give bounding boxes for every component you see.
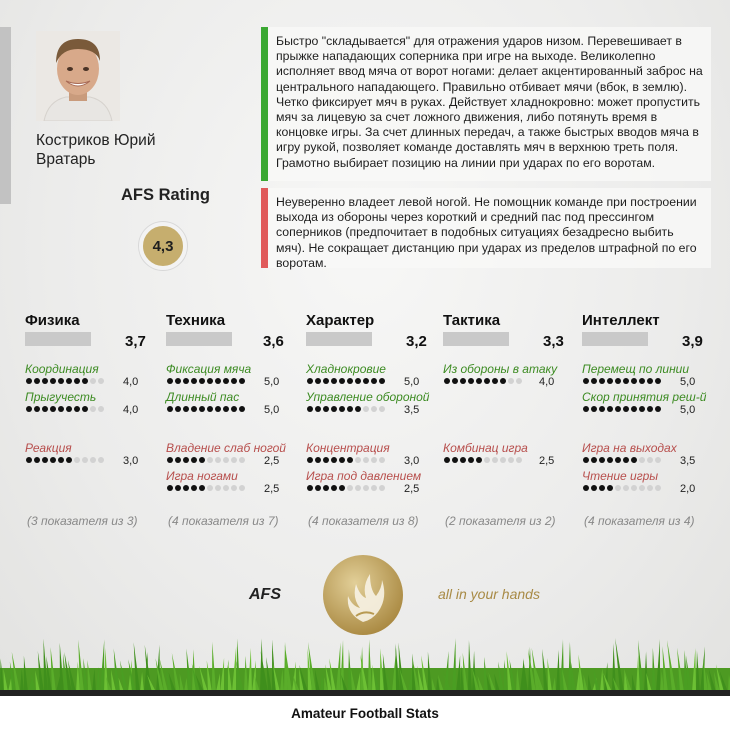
attribute-value: 3,5 <box>404 404 420 416</box>
rating-dot <box>347 457 353 463</box>
attribute-dots <box>307 485 385 493</box>
rating-dot <box>331 406 337 412</box>
rating-dot <box>371 378 377 384</box>
rating-dot <box>82 457 88 463</box>
attribute-value: 4,0 <box>123 404 139 416</box>
rating-dot <box>74 406 80 412</box>
rating-dot <box>42 378 48 384</box>
rating-dot <box>323 378 329 384</box>
rating-dot <box>599 457 605 463</box>
rating-dot <box>34 457 40 463</box>
rating-dot <box>199 406 205 412</box>
rating-dot <box>167 485 173 491</box>
attribute-label: Хладнокровие <box>306 362 386 376</box>
rating-dot <box>355 457 361 463</box>
rating-dot <box>639 406 645 412</box>
rating-dot <box>323 406 329 412</box>
player-photo <box>36 31 120 121</box>
rating-dot <box>26 457 32 463</box>
strengths-stripe <box>261 27 268 181</box>
rating-dot <box>231 378 237 384</box>
rating-dot <box>639 485 645 491</box>
brand-name: AFS <box>249 586 281 603</box>
rating-dot <box>583 378 589 384</box>
category-bar <box>166 332 232 346</box>
attribute-dots <box>444 457 522 465</box>
rating-dot <box>90 406 96 412</box>
weakness-attribute <box>582 469 717 497</box>
grass-decoration <box>0 628 730 692</box>
rating-dot <box>231 406 237 412</box>
attribute-value: 4,0 <box>123 376 139 388</box>
rating-dot <box>500 378 506 384</box>
rating-dot <box>207 485 213 491</box>
category-score: 3,3 <box>543 333 564 350</box>
rating-dot <box>42 406 48 412</box>
rating-dot <box>167 378 173 384</box>
rating-dot <box>223 485 229 491</box>
rating-dot <box>655 485 661 491</box>
category-score: 3,7 <box>125 333 146 350</box>
rating-dot <box>363 406 369 412</box>
rating-dot <box>655 406 661 412</box>
weakness-attribute <box>166 441 301 469</box>
category-bar <box>25 332 91 346</box>
rating-dot <box>331 485 337 491</box>
rating-dot <box>516 378 522 384</box>
rating-dot <box>42 457 48 463</box>
rating-dot <box>583 406 589 412</box>
rating-dot <box>98 406 104 412</box>
rating-dot <box>371 485 377 491</box>
attribute-value: 3,5 <box>680 455 696 467</box>
phoenix-logo-icon <box>322 554 404 636</box>
rating-dot <box>379 485 385 491</box>
player-avatar-icon <box>36 31 120 121</box>
category-count: (4 показателя из 8) <box>308 514 419 528</box>
category-count: (4 показателя из 7) <box>168 514 279 528</box>
rating-dot <box>26 406 32 412</box>
category-bar <box>582 332 648 346</box>
category-title: Физика <box>25 312 80 329</box>
rating-dot <box>452 457 458 463</box>
category-count: (4 показателя из 4) <box>584 514 695 528</box>
rating-dot <box>231 457 237 463</box>
rating-dot <box>183 485 189 491</box>
rating-dot <box>175 457 181 463</box>
rating-dot <box>631 406 637 412</box>
rating-dot <box>315 378 321 384</box>
rating-dot <box>315 457 321 463</box>
rating-dot <box>631 485 637 491</box>
category-score: 3,2 <box>406 333 427 350</box>
rating-dot <box>323 485 329 491</box>
rating-title: AFS Rating <box>121 186 210 204</box>
attribute-value: 3,0 <box>123 455 139 467</box>
rating-dot <box>591 457 597 463</box>
rating-dot <box>207 378 213 384</box>
attribute-value: 5,0 <box>680 376 696 388</box>
rating-dot <box>183 457 189 463</box>
rating-dot <box>379 406 385 412</box>
attribute-label: Скор принятия реш-й <box>582 390 707 404</box>
attribute-label: Комбинац игра <box>443 441 528 455</box>
rating-dot <box>615 457 621 463</box>
rating-dot <box>583 485 589 491</box>
rating-dot <box>315 406 321 412</box>
rating-dot <box>307 457 313 463</box>
attribute-value: 5,0 <box>264 404 280 416</box>
strength-attribute <box>166 390 301 418</box>
rating-dot <box>468 457 474 463</box>
rating-dot <box>239 457 245 463</box>
rating-dot <box>215 378 221 384</box>
attribute-dots <box>167 485 245 493</box>
rating-dot <box>34 406 40 412</box>
rating-dot <box>215 457 221 463</box>
rating-dot <box>647 485 653 491</box>
rating-dot <box>631 457 637 463</box>
rating-dot <box>183 406 189 412</box>
brand-slogan: all in your hands <box>438 586 540 602</box>
rating-dot <box>591 406 597 412</box>
attribute-label: Чтение игры <box>582 469 659 483</box>
attribute-value: 2,0 <box>680 483 696 495</box>
rating-dot <box>331 378 337 384</box>
attribute-value: 5,0 <box>264 376 280 388</box>
rating-dot <box>223 378 229 384</box>
category-title: Техника <box>166 312 226 329</box>
rating-dot <box>183 378 189 384</box>
rating-dot <box>207 457 213 463</box>
rating-dot <box>307 485 313 491</box>
rating-dot <box>655 378 661 384</box>
rating-dot <box>50 457 56 463</box>
attribute-dots <box>26 378 104 386</box>
rating-dot <box>34 378 40 384</box>
rating-dot <box>615 485 621 491</box>
rating-dot <box>460 457 466 463</box>
attribute-dots <box>26 406 104 414</box>
rating-dot <box>607 485 613 491</box>
rating-dot <box>339 406 345 412</box>
rating-dot <box>239 378 245 384</box>
rating-dot <box>207 406 213 412</box>
rating-dot <box>516 457 522 463</box>
rating-dot <box>607 457 613 463</box>
rating-dot <box>476 378 482 384</box>
rating-dot <box>591 378 597 384</box>
weakness-attribute <box>25 441 160 469</box>
rating-dot <box>82 406 88 412</box>
rating-dot <box>607 378 613 384</box>
rating-dot <box>331 457 337 463</box>
weakness-attribute <box>166 469 301 497</box>
rating-dot <box>66 406 72 412</box>
rating-dot <box>199 457 205 463</box>
rating-dot <box>484 378 490 384</box>
rating-dot <box>508 378 514 384</box>
left-accent-bar <box>0 27 11 204</box>
rating-dot <box>599 406 605 412</box>
rating-dot <box>379 457 385 463</box>
rating-dot <box>615 378 621 384</box>
rating-dot <box>444 457 450 463</box>
rating-dot <box>623 406 629 412</box>
rating-dot <box>460 378 466 384</box>
player-position: Вратарь <box>36 151 96 168</box>
attribute-value: 5,0 <box>404 376 420 388</box>
category-bar <box>306 332 372 346</box>
rating-dot <box>363 457 369 463</box>
rating-dot <box>307 406 313 412</box>
rating-dot <box>468 378 474 384</box>
rating-dot <box>215 406 221 412</box>
attribute-label: Владение слаб ногой <box>166 441 286 455</box>
rating-dot <box>583 457 589 463</box>
attribute-label: Реакция <box>25 441 72 455</box>
rating-dot <box>90 378 96 384</box>
attribute-label: Фиксация мяча <box>166 362 252 376</box>
rating-dot <box>315 485 321 491</box>
rating-dot <box>371 406 377 412</box>
attribute-label: Игра ногами <box>166 469 238 483</box>
weakness-attribute <box>582 441 717 469</box>
attribute-label: Из обороны в атаку <box>443 362 558 376</box>
rating-dot <box>599 378 605 384</box>
rating-dot <box>623 457 629 463</box>
rating-dot <box>231 485 237 491</box>
rating-dot <box>50 378 56 384</box>
strength-attribute <box>25 362 160 390</box>
rating-dot <box>223 457 229 463</box>
rating-dot <box>223 406 229 412</box>
attribute-dots <box>167 378 245 386</box>
rating-dot <box>500 457 506 463</box>
rating-dot <box>599 485 605 491</box>
strength-attribute <box>582 390 717 418</box>
rating-dot <box>492 457 498 463</box>
rating-dot <box>323 457 329 463</box>
category-title: Тактика <box>443 312 501 329</box>
strength-attribute <box>443 362 578 390</box>
category-title: Характер <box>306 312 375 329</box>
strength-attribute <box>306 390 441 418</box>
category-title: Интеллект <box>582 312 660 329</box>
rating-dot <box>484 457 490 463</box>
rating-dot <box>175 406 181 412</box>
attribute-value: 3,0 <box>404 455 420 467</box>
rating-dot <box>355 485 361 491</box>
rating-dot <box>363 378 369 384</box>
rating-dot <box>307 378 313 384</box>
rating-dot <box>26 378 32 384</box>
weaknesses-text: Неуверенно владеет левой ногой. Не помощник команде при построении выхода из обороны через короткий и средний пас под прессингом соперников (предпочитает в подобных ситуациях безадресно выбить мяч). Не сокращает дистанцию при ударах из пределов штрафной по его воротам. <box>276 195 697 270</box>
weakness-attribute <box>306 441 441 469</box>
rating-dot <box>639 378 645 384</box>
attribute-label: Прыгучесть <box>25 390 97 404</box>
rating-dot <box>623 378 629 384</box>
rating-dot <box>339 457 345 463</box>
attribute-label: Игра на выходах <box>582 441 677 455</box>
rating-dot <box>191 406 197 412</box>
rating-dot <box>379 378 385 384</box>
attribute-dots <box>167 457 245 465</box>
category-score: 3,6 <box>263 333 284 350</box>
rating-dot <box>167 457 173 463</box>
rating-dot <box>74 457 80 463</box>
rating-dot <box>355 378 361 384</box>
strength-attribute <box>166 362 301 390</box>
rating-dot <box>476 457 482 463</box>
rating-dot <box>452 378 458 384</box>
attribute-label: Игра под давлением <box>306 469 422 483</box>
strength-attribute <box>582 362 717 390</box>
rating-dot <box>191 485 197 491</box>
rating-badge: 4,3 <box>139 222 187 270</box>
rating-dot <box>98 457 104 463</box>
attribute-label: Перемещ по линии <box>582 362 690 376</box>
attribute-label: Управление обороной <box>306 390 430 404</box>
rating-dot <box>191 378 197 384</box>
rating-dot <box>175 378 181 384</box>
rating-dot <box>647 457 653 463</box>
rating-dot <box>74 378 80 384</box>
rating-dot <box>339 485 345 491</box>
attribute-value: 5,0 <box>680 404 696 416</box>
rating-dot <box>199 378 205 384</box>
rating-dot <box>90 457 96 463</box>
rating-dot <box>639 457 645 463</box>
rating-dot <box>647 378 653 384</box>
strength-attribute <box>25 390 160 418</box>
rating-dot <box>607 406 613 412</box>
attribute-dots <box>26 457 104 465</box>
attribute-dots <box>307 457 385 465</box>
rating-dot <box>50 406 56 412</box>
attribute-dots <box>307 406 385 414</box>
rating-dot <box>239 406 245 412</box>
rating-dot <box>347 485 353 491</box>
rating-dot <box>591 485 597 491</box>
player-name: Костриков Юрий <box>36 132 156 149</box>
rating-dot <box>58 457 64 463</box>
attribute-dots <box>444 378 522 386</box>
attribute-label: Координация <box>25 362 99 376</box>
rating-dot <box>347 378 353 384</box>
category-score: 3,9 <box>682 333 703 350</box>
category-count: (3 показателя из 3) <box>27 514 138 528</box>
weaknesses-stripe <box>261 188 268 268</box>
strengths-panel <box>261 27 711 181</box>
rating-dot <box>508 457 514 463</box>
attribute-label: Концентрация <box>306 441 390 455</box>
weakness-attribute <box>443 441 578 469</box>
rating-dot <box>615 406 621 412</box>
rating-dot <box>363 485 369 491</box>
rating-dot <box>66 378 72 384</box>
rating-dot <box>191 457 197 463</box>
attribute-dots <box>583 457 661 465</box>
attribute-value: 2,5 <box>264 455 280 467</box>
rating-dot <box>339 378 345 384</box>
rating-dot <box>355 406 361 412</box>
rating-dot <box>167 406 173 412</box>
attribute-value: 2,5 <box>539 455 555 467</box>
rating-dot <box>58 378 64 384</box>
rating-dot <box>215 485 221 491</box>
rating-dot <box>58 406 64 412</box>
rating-dot <box>239 485 245 491</box>
attribute-dots <box>167 406 245 414</box>
attribute-dots <box>307 378 385 386</box>
rating-dot <box>199 485 205 491</box>
attribute-dots <box>583 406 661 414</box>
footer-title: Amateur Football Stats <box>0 696 730 730</box>
rating-dot <box>82 378 88 384</box>
rating-dot <box>647 406 653 412</box>
rating-dot <box>655 457 661 463</box>
rating-dot <box>444 378 450 384</box>
strength-attribute <box>306 362 441 390</box>
attribute-dots <box>583 485 661 493</box>
rating-dot <box>347 406 353 412</box>
weakness-attribute <box>306 469 441 497</box>
category-bar <box>443 332 509 346</box>
strengths-text: Быстро "складывается" для отражения ударов низом. Перевешивает в прыжке нападающих соперника при игре на выходе. Великолепно исполняет ввод мяча от ворот ногами: делает акцентированный заброс на центрального нападающего. Правильно отбивает мячи (вбок, в землю). Четко фиксирует мяч в руках. Действует хладнокровно: может пропустить мяч за лицевую за счет ложного движения, либо потянуть время в концовке игры. За счет длинных передач, а также быстрых вводов мяча в игру рукой, позволяет команде доставлять мяч в верхнюю треть поля. Грамотно выбирает позицию на линии при ударах по его воротам. <box>276 34 703 170</box>
rating-dot <box>631 378 637 384</box>
weaknesses-panel <box>261 188 711 268</box>
rating-dot <box>492 378 498 384</box>
attribute-label: Длинный пас <box>166 390 240 404</box>
rating-dot <box>371 457 377 463</box>
attribute-dots <box>583 378 661 386</box>
rating-dot <box>98 378 104 384</box>
rating-dot <box>623 485 629 491</box>
rating-dot <box>66 457 72 463</box>
attribute-value: 2,5 <box>404 483 420 495</box>
rating-dot <box>175 485 181 491</box>
attribute-value: 4,0 <box>539 376 555 388</box>
attribute-value: 2,5 <box>264 483 280 495</box>
category-count: (2 показателя из 2) <box>445 514 556 528</box>
